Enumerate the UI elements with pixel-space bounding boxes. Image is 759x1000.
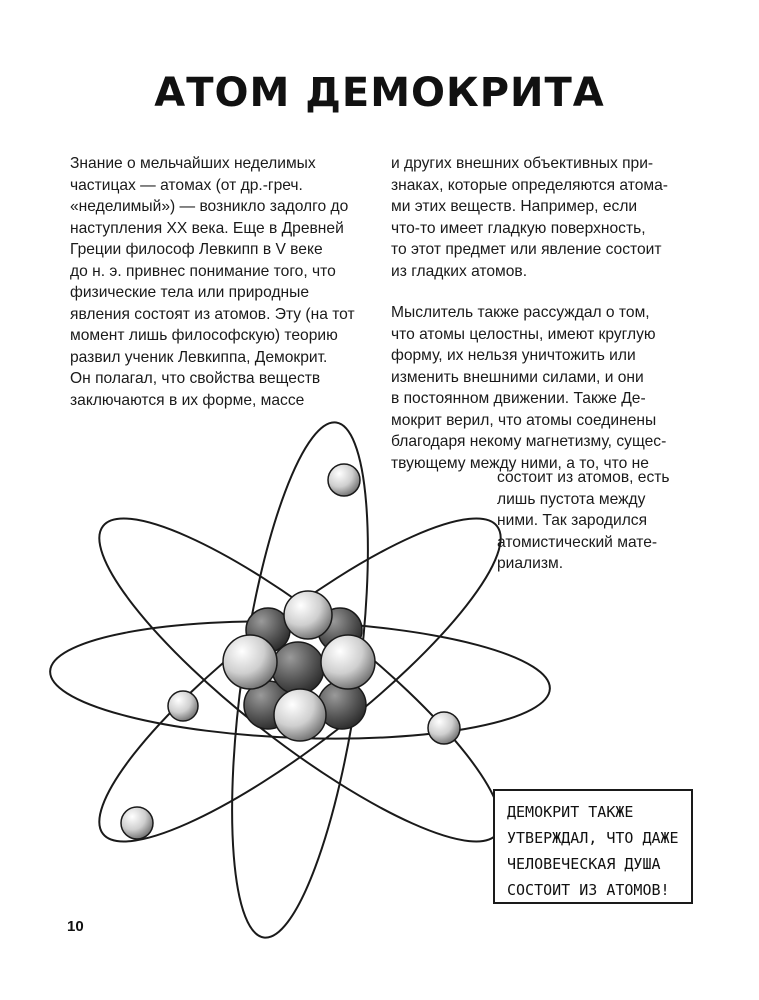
nucleus [223,591,375,741]
callout-box [493,789,693,904]
text-line: «неделимый») — возникло задолго до [70,198,349,215]
text-line: то этот предмет или явление состоит [391,241,662,258]
text-line: Знание о мельчайших неделимых [70,155,316,172]
callout-line: ДЕМОКРИТ ТАКЖЕ [507,803,634,821]
callout-line: ЧЕЛОВЕЧЕСКАЯ ДУША [507,855,661,873]
page-number: 10 [67,918,84,935]
callout-line: УТВЕРЖДАЛ, ЧТО ДАЖЕ [507,829,679,847]
text-line: до н. э. привнес понимание того, что [70,262,336,280]
text-line: Он полагал, что свойства веществ [70,370,321,387]
right-column-paragraph-1 [391,153,701,282]
text-line: наступления XX века. Еще в Древней [70,219,344,237]
text-line: в постоянном движении. Также Де- [391,390,646,407]
text-line: знаках, которые определяются атома- [391,176,668,194]
text-line: ними. Так зародился [497,512,648,529]
text-line: явления состоят из атомов. Эту (на тот [70,305,355,323]
text-line: заключаются в их форме, массе [70,391,305,409]
text-line: что атомы целостны, имеют круглую [391,325,656,343]
text-line: твующему между ними, а то, что не [391,454,649,472]
text-line: ми этих веществ. Например, если [391,198,638,215]
electron [428,712,460,744]
text-line: состоит из атомов, есть [497,469,670,486]
text-line: форму, их нельзя уничтожить или [391,347,636,364]
text-line: лишь пустота между [497,490,646,508]
text-line: атомистический мате- [497,533,658,551]
electron [328,464,360,496]
text-line: физические тела или природные [70,284,310,301]
electron [121,807,153,839]
page-title: АТОМ ДЕМОКРИТА [154,70,605,116]
text-line: частицах — атомах (от др.-греч. [70,176,303,194]
callout-line: СОСТОИТ ИЗ АТОМОВ! [507,881,670,899]
electron [168,691,198,721]
text-line: момент лишь философскую) теорию [70,327,338,344]
text-line: изменить внешними силами, и они [391,368,644,386]
text-line: мокрит верил, что атомы соединены [391,411,657,429]
text-line: что-то имеет гладкую поверхность, [391,219,646,237]
text-line: Греции философ Левкипп в V веке [70,241,323,258]
left-column-text [70,153,370,411]
text-line: развил ученик Левкиппа, Демокрит. [70,348,328,366]
text-line: Мыслитель также рассуждал о том, [391,304,650,321]
text-line: и других внешних объективных при- [391,155,654,172]
text-line: риализм. [497,555,564,572]
text-line: благодаря некому магнетизму, сущес- [391,433,667,450]
text-line: из гладких атомов. [391,262,528,280]
